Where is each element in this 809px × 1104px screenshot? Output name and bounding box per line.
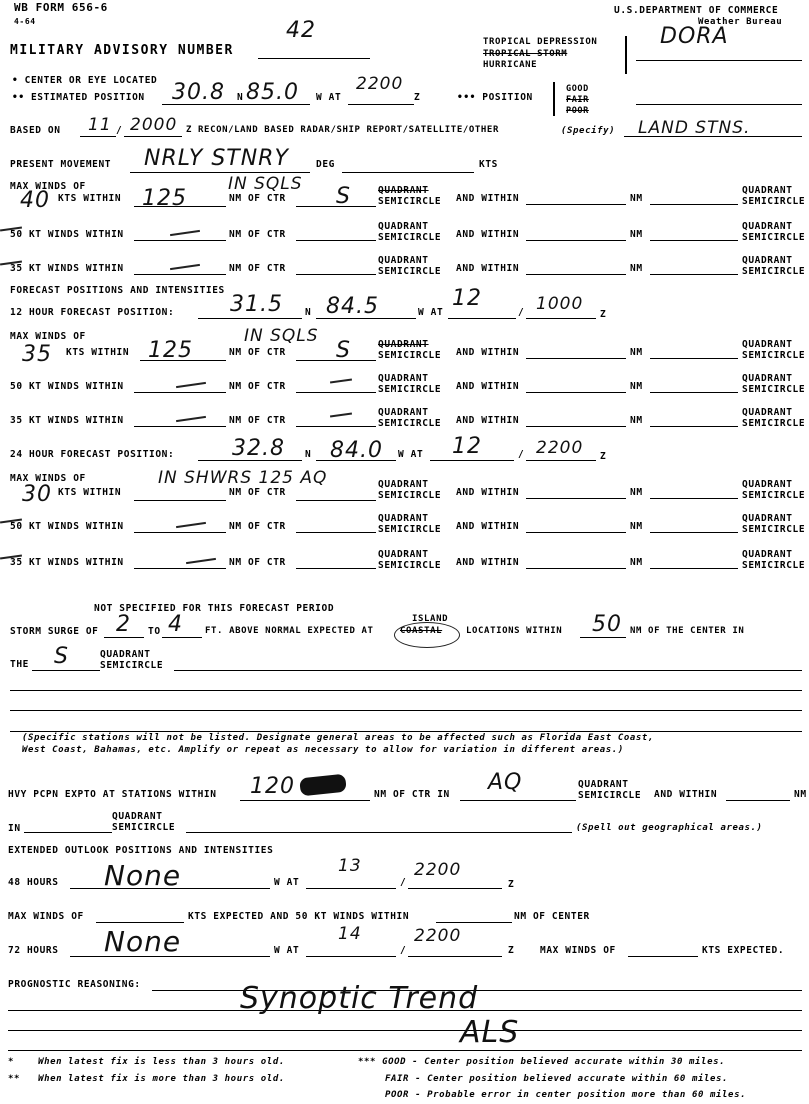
fill-line [306, 956, 396, 957]
fill-line [436, 922, 512, 923]
surge-quadrant: S [54, 644, 69, 669]
fill-line [162, 104, 310, 105]
form-label: NM OF CTR [229, 487, 286, 498]
surge-from: 2 [116, 612, 131, 637]
fill-line [296, 206, 376, 207]
form-label: QUADRANT [742, 479, 793, 490]
pos-time: 2200 [356, 74, 404, 94]
f12-lat: 31.5 [230, 292, 283, 317]
fill-line [198, 318, 302, 319]
fill-line [650, 274, 738, 275]
form-label: 24 HOUR FORECAST POSITION: [10, 449, 175, 460]
form-label: / [400, 945, 407, 956]
form-label: QUADRANT [742, 185, 793, 196]
form-label: NM OF THE CENTER IN [630, 626, 745, 636]
instructions-1: (Specific stations will not be listed. Designate general areas to be affected such as Florida East Coast, [22, 733, 654, 743]
form-label: QUADRANT [378, 513, 429, 524]
form-label: NM OF CTR [229, 415, 286, 426]
estimated-label: •• ESTIMATED POSITION [12, 92, 145, 103]
fill-line [104, 637, 144, 638]
form-label: QUADRANT [742, 373, 793, 384]
fill-line [650, 426, 738, 427]
form-label: DEG [316, 159, 335, 170]
form-label: QUADRANT [378, 185, 429, 196]
dash-mark [170, 264, 200, 270]
fill-line [316, 460, 396, 461]
movement-value: NRLY STNRY [144, 146, 289, 171]
form-label: SEMICIRCLE [378, 350, 442, 361]
quality-poor: POOR [566, 106, 589, 116]
form-label: NM OF CTR [229, 347, 286, 358]
fill-line [134, 426, 226, 427]
form-label: CENTER OR EYE LOCATED [24, 75, 158, 86]
form-label: / [116, 125, 123, 136]
form-label: PROGNOSTIC REASONING: [8, 979, 141, 990]
form-label: KTS EXPECTED. [702, 945, 785, 956]
form-label: (Spell out geographical areas.) [576, 823, 763, 833]
fill-line [296, 240, 376, 241]
current-max-kts: 40 [20, 188, 50, 213]
form-label: N [305, 307, 312, 318]
fill-line [10, 710, 802, 711]
f12-note: IN SQLS [244, 326, 319, 346]
form-label: Z [600, 309, 607, 320]
current-note: IN SQLS [228, 174, 303, 194]
fill-line [430, 460, 514, 461]
dash-mark [176, 522, 206, 528]
form-label: KTS WITHIN [58, 193, 122, 204]
form-label: KTS WITHIN [66, 347, 130, 358]
form-label: NM [630, 347, 643, 358]
fill-line [8, 1050, 802, 1051]
dash-mark [170, 230, 200, 236]
form-label: AND WITHIN [456, 193, 520, 204]
form-label: TO [148, 626, 161, 637]
form-label: NM OF CENTER [514, 911, 590, 922]
form-label: QUADRANT [378, 549, 429, 560]
form-id: WB FORM 656-6 [14, 1, 108, 14]
f12-max-kts: 35 [22, 342, 52, 367]
fill-line [240, 800, 370, 801]
fill-line [526, 204, 626, 205]
form-label: 72 HOURS [8, 945, 59, 956]
form-label: MAX WINDS OF [540, 945, 616, 956]
form-label: AND WITHIN [456, 415, 520, 426]
form-label: ** When latest fix is more than 3 hours old. [8, 1074, 285, 1084]
fill-line [636, 60, 802, 61]
form-label: NM OF CTR [229, 263, 286, 274]
fill-line [80, 136, 116, 137]
fill-line [650, 568, 738, 569]
form-label: W AT [398, 449, 424, 460]
form-label: NM [630, 487, 643, 498]
form-label: W AT [418, 307, 444, 318]
form-label: SEMICIRCLE [742, 196, 806, 207]
form-label: NM [630, 415, 643, 426]
form-label: NOT SPECIFIED FOR THIS FORECAST PERIOD [94, 603, 335, 614]
form-label: MAX WINDS OF [8, 911, 84, 922]
form-label: 50 KT WINDS WITHIN [10, 521, 124, 532]
fill-line [306, 888, 396, 889]
form-label: QUADRANT [742, 549, 793, 560]
form-label: AND WITHIN [456, 381, 520, 392]
form-label: NM OF CTR IN [374, 789, 450, 800]
form-label: LOCATIONS WITHIN [466, 626, 563, 636]
fill-line [460, 800, 576, 801]
form-label: POSITION [482, 92, 533, 103]
f12-day: 12 [452, 286, 482, 311]
f12-quadrant: S [336, 338, 351, 363]
form-label: SEMICIRCLE [378, 560, 442, 571]
form-label: 50 KT WINDS WITHIN [10, 229, 124, 240]
fill-line [10, 731, 802, 732]
f24-max-kts: 30 [22, 482, 52, 507]
form-label: SEMICIRCLE [378, 196, 442, 207]
form-label: AND WITHIN [456, 263, 520, 274]
fill-line [70, 956, 270, 957]
h48-value: None [104, 859, 182, 892]
h72-time: 2200 [414, 926, 462, 946]
form-label: SEMICIRCLE [378, 266, 442, 277]
form-label: BASED ON [10, 125, 61, 136]
form-label: NM [630, 521, 643, 532]
fill-line [134, 532, 226, 533]
dash-mark [176, 416, 206, 422]
pos-lat: 30.8 [172, 80, 225, 105]
fill-line [342, 172, 474, 173]
form-label: MAX WINDS OF [10, 473, 86, 484]
form-label: SEMICIRCLE [742, 490, 806, 501]
prognostic-text: Synoptic Trend [240, 981, 479, 1016]
form-label: NM OF CTR [229, 193, 286, 204]
f12-lon: 84.5 [326, 294, 379, 319]
form-label: SEMICIRCLE [378, 490, 442, 501]
based-day: 11 [88, 115, 112, 135]
fill-line [296, 360, 376, 361]
scribble-mark [299, 774, 347, 797]
form-label: (Specify) [561, 126, 616, 136]
form-label: QUADRANT [378, 339, 429, 350]
form-label: SEMICIRCLE [378, 232, 442, 243]
fill-line [448, 318, 516, 319]
form-label: * When latest fix is less than 3 hours old. [8, 1057, 285, 1067]
fill-line [348, 104, 414, 105]
fill-line [296, 500, 376, 501]
form-label: QUADRANT [742, 221, 793, 232]
form-label [394, 622, 460, 648]
form-label: 50 KT WINDS WITHIN [10, 381, 124, 392]
fill-line [526, 392, 626, 393]
form-label: HVY PCPN EXPTO AT STATIONS WITHIN [8, 789, 217, 800]
form-label: NM [794, 789, 807, 800]
form-label: SEMICIRCLE [742, 350, 806, 361]
form-label: / [518, 449, 525, 460]
quality-fair: FAIR [566, 95, 589, 105]
fill-line [526, 358, 626, 359]
fill-line [296, 274, 376, 275]
fill-line [408, 956, 502, 957]
form-label: QUADRANT [100, 649, 151, 660]
bracket-line [625, 36, 627, 74]
form-label: 35 KT WINDS WITHIN [10, 557, 124, 568]
form-label: AND WITHIN [456, 347, 520, 358]
fill-line [526, 240, 626, 241]
fill-line [650, 532, 738, 533]
surge-island: ISLAND [412, 614, 449, 624]
form-label: QUADRANT [378, 479, 429, 490]
form-label: QUADRANT [578, 779, 629, 790]
fill-line [258, 58, 370, 59]
form-label: W AT [316, 92, 342, 103]
fill-line [134, 274, 226, 275]
fill-line [10, 690, 802, 691]
form-label: FT. ABOVE NORMAL EXPECTED AT [205, 626, 374, 636]
f24-time: 2200 [536, 438, 584, 458]
h48-time: 2200 [414, 860, 462, 880]
form-label: QUADRANT [378, 373, 429, 384]
form-label: STORM SURGE OF [10, 626, 99, 637]
form-label: QUADRANT [112, 811, 163, 822]
precip-nm: 120 [250, 774, 295, 799]
form-label: SEMICIRCLE [378, 524, 442, 535]
fill-line [24, 832, 112, 833]
fill-line [526, 498, 626, 499]
h48-day: 13 [338, 856, 362, 876]
form-label: *** GOOD - Center position believed accurate within 30 miles. [358, 1057, 726, 1067]
fill-line [70, 888, 270, 889]
form-label: When latest fix is less than 3 hours old. [38, 1057, 285, 1067]
h72-value: None [104, 925, 182, 958]
form-label: GOOD - Center position believed accurate within 30 miles. [382, 1057, 726, 1067]
form-label: QUADRANT [742, 513, 793, 524]
form-label: NM [630, 557, 643, 568]
form-label: When latest fix is more than 3 hours old. [38, 1074, 285, 1084]
form-label: 12 HOUR FORECAST POSITION: [10, 307, 175, 318]
form-label: EXTENDED OUTLOOK POSITIONS AND INTENSITIES [8, 845, 274, 856]
fill-line [296, 532, 376, 533]
form-label: KTS EXPECTED AND 50 KT WINDS WITHIN [188, 911, 410, 922]
fill-line [526, 318, 596, 319]
fill-line [296, 568, 376, 569]
surge-to: 4 [168, 612, 183, 637]
form-label: AND WITHIN [456, 557, 520, 568]
fill-line [198, 460, 302, 461]
form-label: NM [630, 381, 643, 392]
fill-line [174, 670, 802, 671]
form-label: KTS [479, 159, 498, 170]
form-label: Z [600, 451, 607, 462]
fill-line [526, 568, 626, 569]
fill-line [162, 637, 202, 638]
fill-line [650, 358, 738, 359]
form-label: N [305, 449, 312, 460]
form-label: 35 KT WINDS WITHIN [10, 415, 124, 426]
fill-line [650, 240, 738, 241]
surge-nm: 50 [592, 612, 622, 637]
f24-note: IN SHWRS 125 AQ [158, 468, 328, 488]
form-label: SEMICIRCLE [742, 524, 806, 535]
form-label: AND WITHIN [654, 789, 718, 800]
dash-mark [186, 558, 216, 564]
form-label: Z [508, 945, 515, 956]
fill-line [8, 1030, 802, 1031]
fill-line [134, 568, 226, 569]
precip-quadrant: AQ [488, 770, 523, 795]
form-label: AND WITHIN [456, 229, 520, 240]
form-label: NM OF CTR [229, 229, 286, 240]
fill-line [408, 888, 502, 889]
fill-line [296, 426, 376, 427]
form-label: Z RECON/LAND BASED RADAR/SHIP REPORT/SATELLITE/OTHER [186, 125, 499, 135]
form-label: NM [630, 263, 643, 274]
fill-line [526, 426, 626, 427]
form-label: N [237, 92, 244, 103]
dash-mark [176, 382, 206, 388]
storm-type-hurricane: HURRICANE [483, 60, 538, 70]
fill-line [124, 136, 182, 137]
based-specify: LAND STNS. [638, 118, 751, 138]
fill-line [134, 392, 226, 393]
based-time: 2000 [130, 115, 178, 135]
f24-lat: 32.8 [232, 436, 285, 461]
fill-line [140, 360, 226, 361]
fill-line [526, 532, 626, 533]
form-label: SEMICIRCLE [378, 418, 442, 429]
fill-line [650, 498, 738, 499]
pos-lon: 85.0 [246, 80, 299, 105]
fill-line [628, 956, 698, 957]
form-label: / [518, 307, 525, 318]
form-label: SEMICIRCLE [742, 232, 806, 243]
fill-line [580, 637, 626, 638]
current-nm: 125 [142, 186, 187, 211]
fill-line [316, 318, 416, 319]
form-label: ••• POSITION [457, 92, 533, 103]
form-label: W AT [274, 877, 300, 888]
form-label: PRESENT MOVEMENT [10, 159, 112, 170]
form-label: QUADRANT [378, 255, 429, 266]
form-label: QUADRANT [742, 407, 793, 418]
fill-line [636, 104, 802, 105]
form-label: / [400, 877, 407, 888]
storm-type-td: TROPICAL DEPRESSION [483, 37, 598, 47]
f12-nm: 125 [148, 338, 193, 363]
f12-time: 1000 [536, 294, 584, 314]
form-label: QUADRANT [378, 221, 429, 232]
fill-line [624, 136, 802, 137]
form-label: AND WITHIN [456, 487, 520, 498]
current-quadrant: S [336, 184, 351, 209]
form-label: NM [630, 229, 643, 240]
department: U.S.DEPARTMENT OF COMMERCE [614, 5, 779, 16]
fill-line [32, 670, 100, 671]
h72-day: 14 [338, 924, 362, 944]
form-label: NM [630, 193, 643, 204]
initials: ALS [460, 1015, 520, 1050]
form-date: 4-64 [14, 17, 36, 26]
instructions-2: West Coast, Bahamas, etc. Amplify or repeat as necessary to allow for variation in different areas.) [22, 745, 624, 755]
form-label: SEMICIRCLE [742, 418, 806, 429]
fill-line [526, 274, 626, 275]
form-label: NM OF CTR [229, 381, 286, 392]
fill-line [650, 204, 738, 205]
form-label: Z [508, 879, 515, 890]
fill-line [134, 500, 226, 501]
fill-line [726, 800, 790, 801]
form-label: SEMICIRCLE [578, 790, 642, 801]
advisory-title: MILITARY ADVISORY NUMBER [10, 43, 234, 58]
form-label: AND WITHIN [456, 521, 520, 532]
form-label: MAX WINDS OF [10, 181, 86, 192]
advisory-number: 42 [286, 18, 316, 43]
bureau: Weather Bureau [698, 17, 783, 27]
form-label: NM OF CTR [229, 557, 286, 568]
fill-line [650, 392, 738, 393]
surge-coastal: COASTAL [400, 626, 443, 636]
form-label: QUADRANT [378, 407, 429, 418]
forecast-title: FORECAST POSITIONS AND INTENSITIES [10, 285, 225, 296]
form-label: IN [8, 823, 21, 834]
form-label: THE [10, 659, 29, 670]
fill-line [296, 392, 376, 393]
storm-name: DORA [660, 24, 729, 49]
fill-line [526, 460, 596, 461]
form-label: 48 HOURS [8, 877, 59, 888]
form-label: SEMICIRCLE [100, 660, 164, 671]
fill-line [134, 206, 226, 207]
fill-line [186, 832, 572, 833]
form-label: QUADRANT [742, 339, 793, 350]
center-label: • CENTER OR EYE LOCATED [12, 75, 158, 86]
fill-line [96, 922, 184, 923]
form-label: MAX WINDS OF [10, 331, 86, 342]
f24-lon: 84.0 [330, 438, 383, 463]
form-label: FAIR - Center position believed accurate within 60 miles. [385, 1074, 729, 1084]
form-label: POOR - Probable error in center position more than 60 miles. [385, 1090, 747, 1100]
form-label: 35 KT WINDS WITHIN [10, 263, 124, 274]
form-label: QUADRANT [742, 255, 793, 266]
form-label: Z [414, 92, 421, 103]
form-label: SEMICIRCLE [742, 560, 806, 571]
dash-mark [330, 412, 352, 417]
form-label: SEMICIRCLE [742, 384, 806, 395]
form-label: ESTIMATED POSITION [30, 92, 145, 103]
form-label: SEMICIRCLE [112, 822, 176, 833]
f24-day: 12 [452, 434, 482, 459]
quality-good: GOOD [566, 84, 589, 94]
form-label: NM OF CTR [229, 521, 286, 532]
form-label: SEMICIRCLE [742, 266, 806, 277]
form-label: SEMICIRCLE [378, 384, 442, 395]
storm-type-ts: TROPICAL STORM [483, 49, 568, 59]
form-label: W AT [274, 945, 300, 956]
bracket-line [553, 82, 555, 116]
form-label: KTS WITHIN [58, 487, 122, 498]
dash-mark [330, 378, 352, 383]
fill-line [134, 240, 226, 241]
fill-line [130, 172, 310, 173]
